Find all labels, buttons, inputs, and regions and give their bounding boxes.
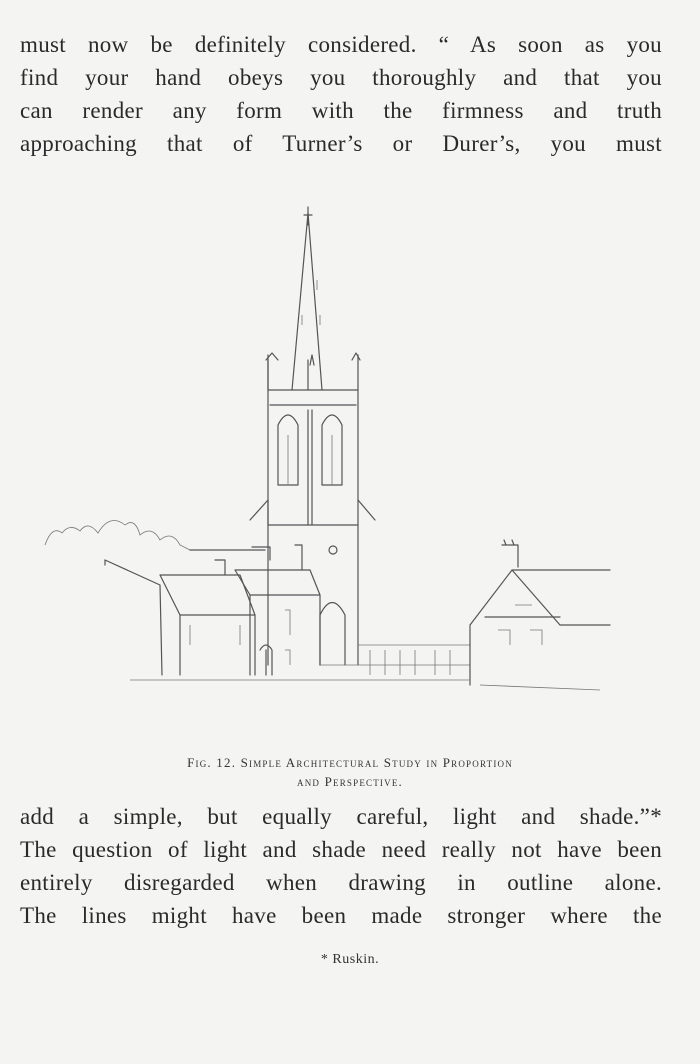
left-houses <box>105 545 320 675</box>
text-line: can render any form with the firmness and truth <box>20 98 662 123</box>
trees <box>45 521 190 551</box>
text-line: find your hand obeys you thoroughly and that you <box>20 65 662 90</box>
text-line: The lines might have been made stronger where the <box>20 903 662 928</box>
text-line: add a simple, but equally careful, light and shade.”* <box>20 804 662 829</box>
church-sketch-figure <box>40 195 620 715</box>
footnote: * Ruskin. <box>320 952 380 967</box>
text-line: The question of light and shade need really not have been <box>20 837 662 862</box>
text-line: must now be definitely considered. “ As soon as you <box>20 32 662 57</box>
figure-caption-line1: Fig. 12. Simple Architectural Study in Proportion <box>187 755 513 770</box>
right-house <box>470 540 610 685</box>
church-doorway <box>320 603 345 666</box>
ground-line <box>130 680 600 690</box>
figure-caption-line2: and Perspective. <box>297 774 403 789</box>
top-paragraph <box>20 28 662 160</box>
church-tower <box>250 353 375 665</box>
church-spire <box>292 207 322 390</box>
text-line: entirely disregarded when drawing in outline alone. <box>20 870 662 895</box>
bottom-paragraph <box>20 800 662 932</box>
churchyard-fence <box>320 645 470 677</box>
text-line: approaching that of Turner’s or Durer’s, you must <box>20 131 662 156</box>
